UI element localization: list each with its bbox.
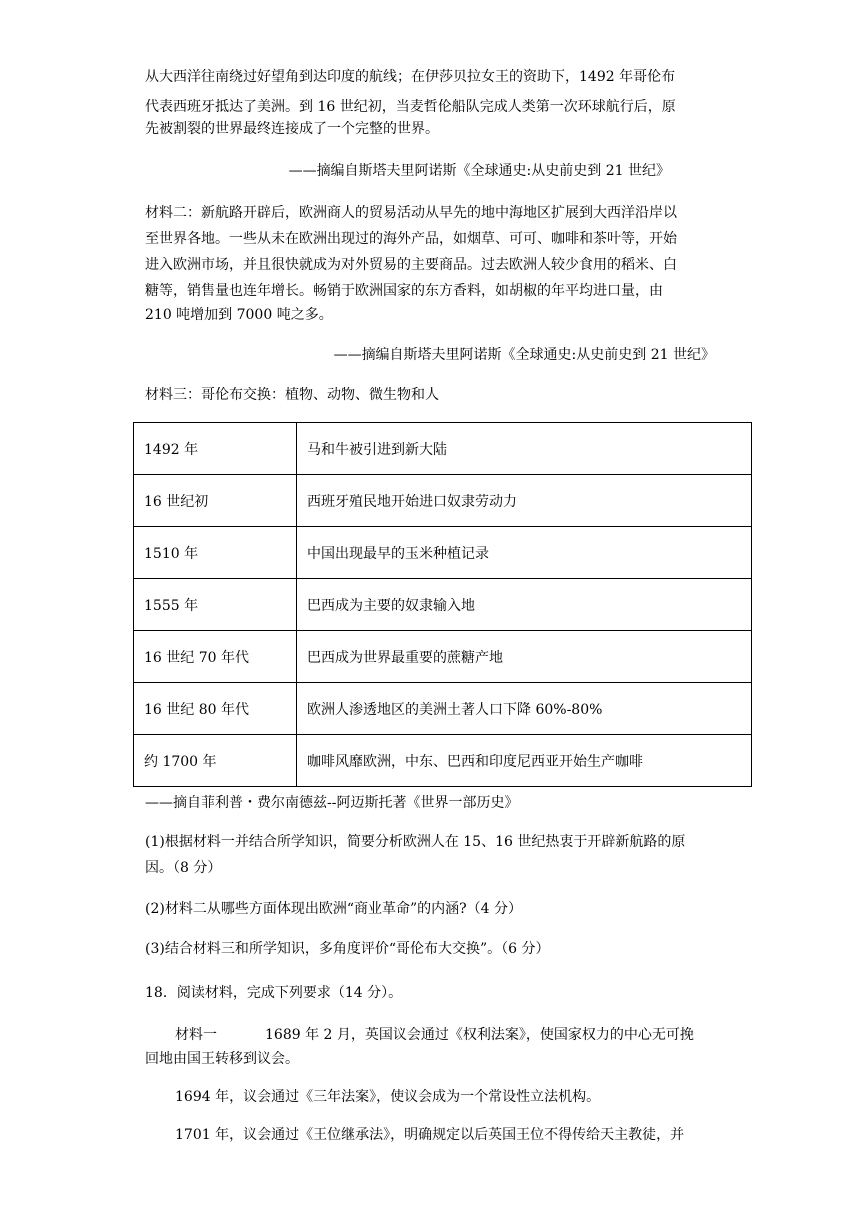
question-1-line: 因。（8 分） (145, 860, 222, 876)
material2-line: 210 吨增加到 7000 吨之多。 (145, 307, 333, 323)
question-2: (2)材料二从哪些方面体现出欧洲“商业革命”的内涵?（4 分） (145, 901, 523, 917)
question-18-heading: 18．阅读材料，完成下列要求（14 分）。 (145, 985, 403, 1001)
intro-line: 代表西班牙抵达了美洲。到 16 世纪初，当麦哲伦船队完成人类第一次环球航行后，原 (145, 99, 676, 115)
table-row (134, 735, 752, 787)
table-cell-time: 16 世纪 80 年代 (134, 683, 297, 735)
intro-line: 先被割裂的世界最终连接成了一个完整的世界。 (145, 121, 439, 137)
table-row (134, 683, 752, 735)
table-row (134, 475, 752, 527)
question-1-line: (1)根据材料一并结合所学知识，简要分析欧洲人在 15、16 世纪热衷于开辟新航路的原 (145, 834, 686, 850)
question-3: (3)结合材料三和所学知识，多角度评价“哥伦布大交换”。（6 分） (145, 941, 550, 957)
table-cell-event: 中国出现最早的玉米种植记录 (297, 527, 752, 579)
table-cell-event: 咖啡风靡欧洲，中东、巴西和印度尼西亚开始生产咖啡 (297, 735, 752, 787)
material2-line: 进入欧洲市场，并且很快就成为对外贸易的主要商品。过去欧洲人较少食用的稻米、白 (145, 257, 677, 273)
table-cell-event: 巴西成为主要的奴隶输入地 (297, 579, 752, 631)
table-cell-event: 巴西成为世界最重要的蔗糖产地 (297, 631, 752, 683)
source-citation-1: ——摘编自斯塔夫里阿诺斯《全球通史:从史前史到 21 世纪》 (288, 163, 670, 179)
material2-line: 至世界各地。一些从未在欧洲出现过的海外产品，如烟草、可可、咖啡和茶叶等，开始 (145, 231, 677, 247)
source-citation-2: ——摘编自斯塔夫里阿诺斯《全球通史:从史前史到 21 世纪》 (333, 347, 715, 363)
material2-line: 材料二：新航路开辟后，欧洲商人的贸易活动从早先的地中海地区扩展到大西洋沿岸以 (145, 205, 677, 221)
table-cell-event: 马和牛被引进到新大陆 (297, 423, 752, 475)
table-cell-event: 西班牙殖民地开始进口奴隶劳动力 (297, 475, 752, 527)
intro-line: 从大西洋往南绕过好望角到达印度的航线；在伊莎贝拉女王的资助下，1492 年哥伦布 (145, 69, 676, 85)
table-row (134, 527, 752, 579)
columbian-exchange-table (133, 422, 752, 787)
table-cell-time: 1492 年 (134, 423, 297, 475)
table-cell-time: 16 世纪初 (134, 475, 297, 527)
material18-line: 1701 年，议会通过《王位继承法》，明确规定以后英国王位不得传给天主教徒，并 (175, 1127, 685, 1143)
material18-line: 回地由国王转移到议会。 (145, 1051, 299, 1067)
table-row (134, 423, 752, 475)
table-cell-time: 1510 年 (134, 527, 297, 579)
material18-label: 材料一 (175, 1027, 217, 1043)
table-row (134, 579, 752, 631)
table-cell-time: 16 世纪 70 年代 (134, 631, 297, 683)
source-citation-3: ——摘自菲利普・费尔南德兹--阿迈斯托著《世界一部历史》 (145, 795, 519, 811)
table-row (134, 631, 752, 683)
table-cell-event: 欧洲人渗透地区的美洲土著人口下降 60%-80% (297, 683, 752, 735)
material18-line: 1694 年，议会通过《三年法案》，使议会成为一个常设性立法机构。 (175, 1089, 601, 1105)
material3-title: 材料三：哥伦布交换：植物、动物、微生物和人 (145, 387, 439, 403)
table-cell-time: 1555 年 (134, 579, 297, 631)
material18-text: 1689 年 2 月，英国议会通过《权利法案》，使国家权力的中心无可挽 (265, 1027, 694, 1043)
material18-line (175, 1024, 694, 1046)
material2-line: 糖等，销售量也连年增长。畅销于欧洲国家的东方香料，如胡椒的年平均进口量，由 (145, 283, 663, 299)
table-cell-time: 约 1700 年 (134, 735, 297, 787)
